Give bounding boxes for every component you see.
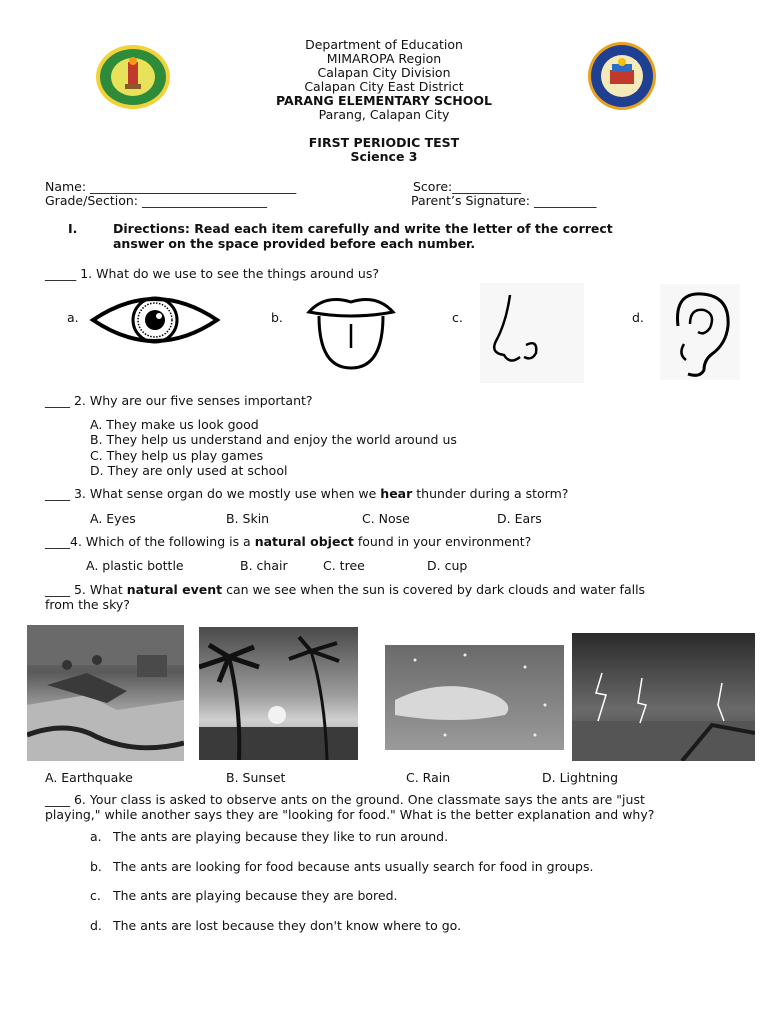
q2-choice-b: B. They help us understand and enjoy the world around us [90,432,457,448]
q6-choice-d-letter: d. [90,918,102,933]
question-1: _____ 1. What do we use to see the things around us? [45,266,379,281]
lightning-photo [572,633,755,761]
directions-line-2: answer on the space provided before each number. [113,236,476,251]
question-3: ____ 3. What sense organ do we mostly use when we hear thunder during a storm? [45,486,569,501]
sunset-photo [199,627,358,760]
q6-choice-b: The ants are looking for food because ants usually search for food in groups. [113,859,594,874]
q6-choice-a-letter: a. [90,829,102,844]
rain-photo [385,645,564,750]
header-region: MIMAROPA Region [326,51,442,66]
question-6: ____ 6. Your class is asked to observe ants on the ground. One classmate says the ants are "just playing," while another says they are "looking for food." What is the better explanation and why? [45,792,655,822]
grade-section-field[interactable]: Grade/Section: ____________________ [45,193,267,208]
q2-choice-a: A. They make us look good [90,417,259,432]
school-name: PARANG ELEMENTARY SCHOOL [276,93,492,108]
q3-choice-b: B. Skin [226,511,270,526]
q2-choice-c: C. They help us play games [90,447,264,463]
directions-line-1: Directions: Read each item carefully and write the letter of the correct [113,221,613,236]
q4-choice-d: D. cup [427,558,468,573]
q5-choice-b: B. Sunset [226,770,286,785]
q6-choice-b-letter: b. [90,859,102,874]
q1-letter-b: b. [271,310,283,325]
q4-choice-b: B. chair [240,558,288,573]
tongue-icon [305,290,397,372]
q1-letter-a: a. [67,310,79,325]
q6-choice-a: The ants are playing because they like to run around. [113,829,449,844]
subject-title: Science 3 [350,149,418,164]
q5-choice-c: C. Rain [406,770,451,785]
earthquake-photo [27,625,184,761]
question-4: ____4. Which of the following is a natural object found in your environment? [45,534,532,549]
parent-signature-field[interactable]: Parent’s Signature: __________ [411,193,597,208]
q3-emphasis: hear [380,486,413,501]
q5-choice-d: D. Lightning [542,770,619,785]
header-dept: Department of Education [305,37,463,52]
eye-icon [85,290,225,350]
q4-emphasis: natural object [254,534,354,549]
question-5: ____ 5. What natural event can we see when the sun is covered by dark clouds and water falls from the sky? [45,582,646,612]
q3-choice-d: D. Ears [497,511,542,526]
header-division: Calapan City Division [317,65,451,80]
q3-choice-c: C. Nose [362,511,410,526]
q4-choice-a: A. plastic bottle [86,558,184,573]
q6-choice-c: The ants are playing because they are bored. [113,888,398,903]
test-title: FIRST PERIODIC TEST [308,135,460,150]
section-number: I. [68,221,78,236]
q6-choice-d: The ants are lost because they don't know where to go. [113,918,462,933]
q4-choice-c: C. tree [323,558,365,573]
q6-choice-c-letter: c. [90,888,101,903]
q1-letter-d: d. [632,310,644,325]
q1-letter-c: c. [452,310,463,325]
q2-choice-d: D. They are only used at school [90,462,288,478]
q5-emphasis: natural event [126,582,223,597]
nose-icon [480,283,584,383]
name-field[interactable]: Name: _________________________________ [45,179,297,194]
ear-icon [660,284,740,380]
header-district: Calapan City East District [304,79,464,94]
q3-choice-a: A. Eyes [90,511,136,526]
score-field[interactable]: Score:___________ [413,179,521,194]
school-address: Parang, Calapan City [318,107,450,122]
question-2: ____ 2. Why are our five senses important? [45,393,313,408]
q5-choice-a: A. Earthquake [45,770,133,785]
